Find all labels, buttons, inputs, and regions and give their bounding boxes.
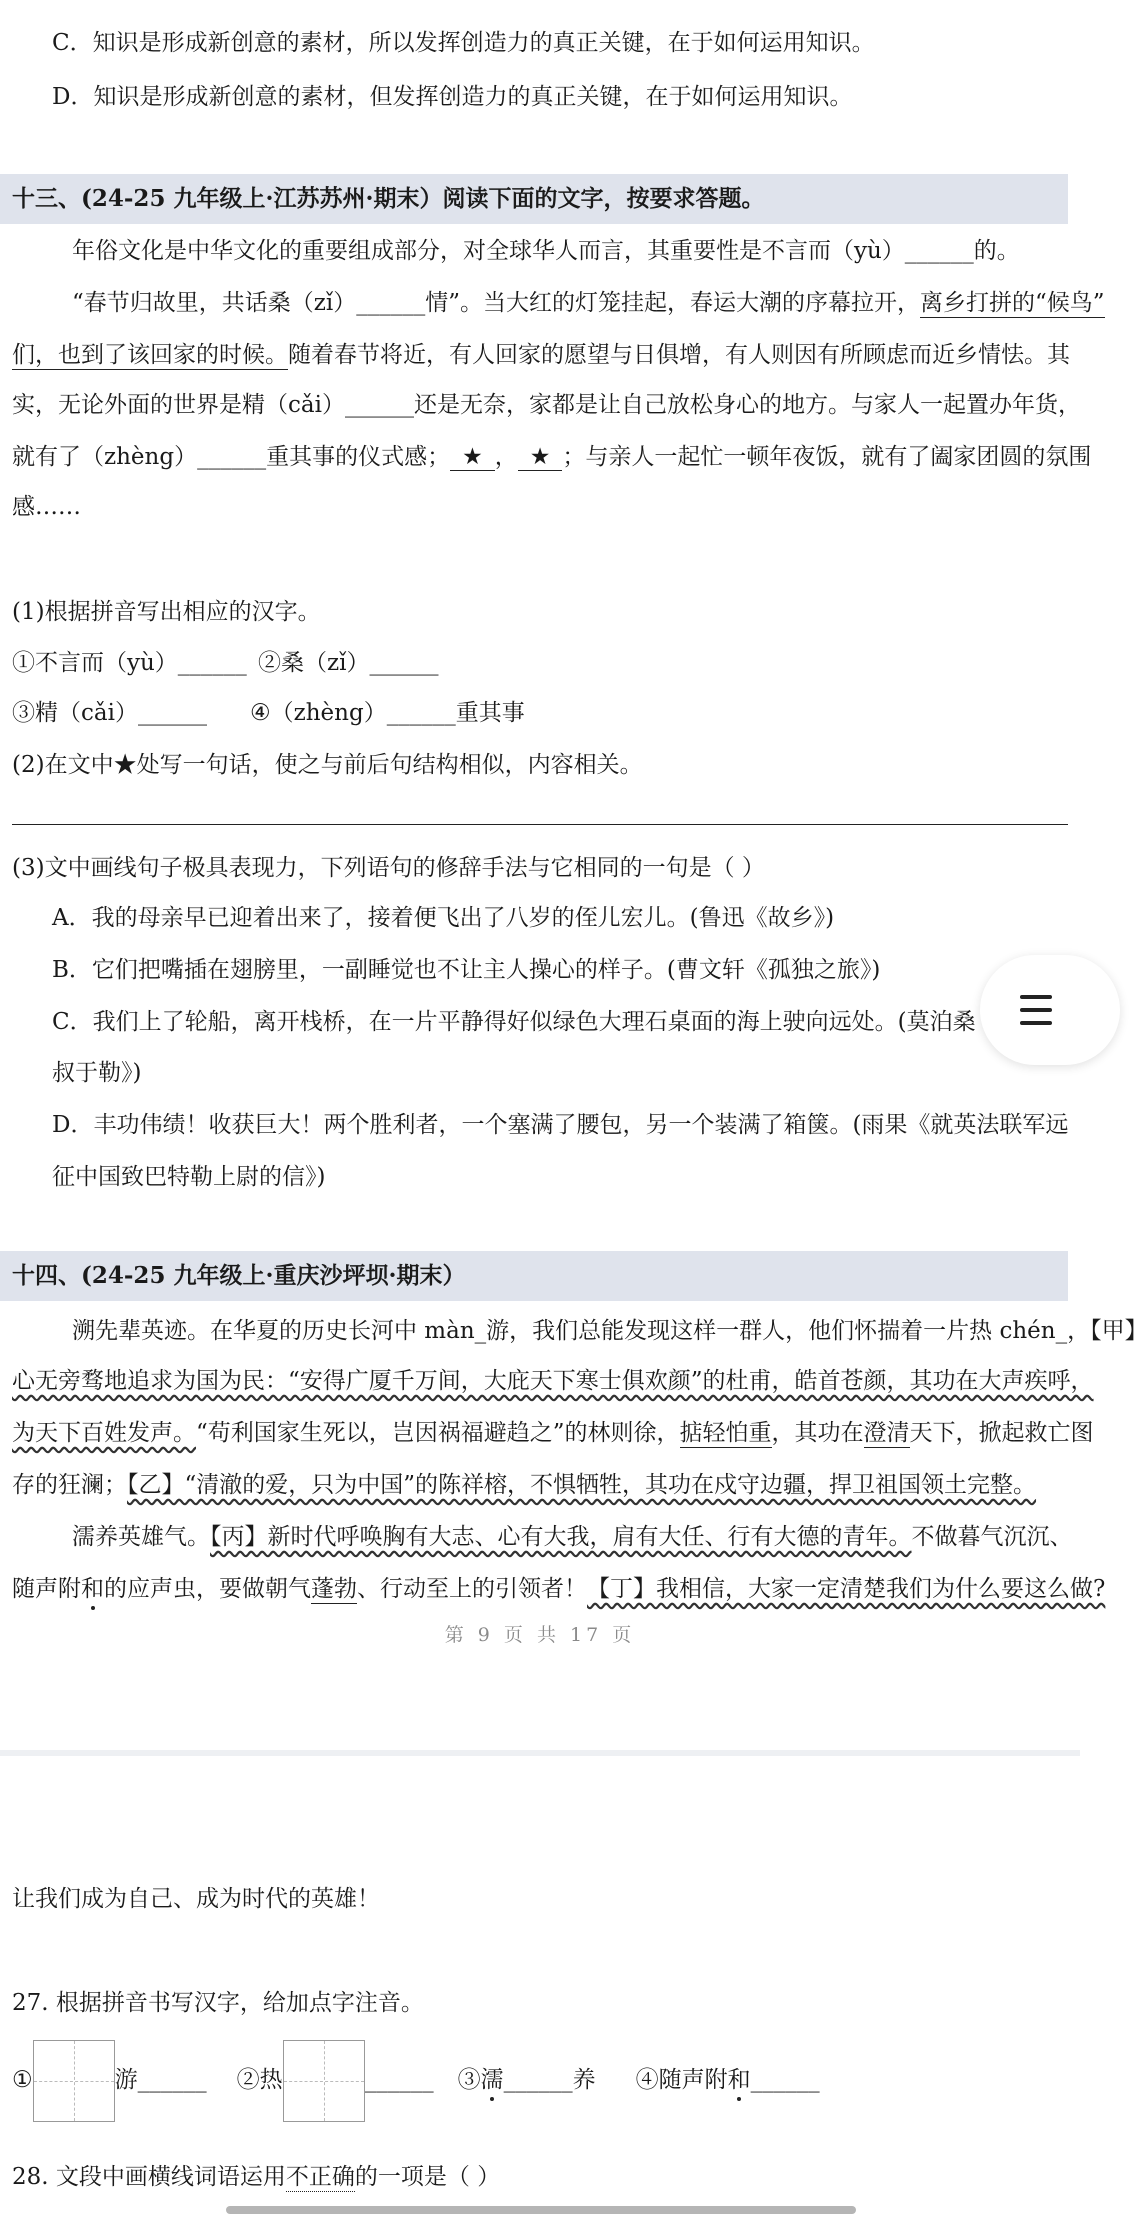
question-27: 27. 根据拼音书写汉字，给加点字注音。 — [12, 1990, 424, 2016]
q27-text: ③ — [457, 2067, 481, 2093]
s14-text: 不做暮气沉沉、 — [911, 1524, 1073, 1550]
s13-paragraph-2-line-5: 感…… — [12, 494, 81, 520]
home-indicator[interactable] — [226, 2206, 856, 2214]
s14-line-2 — [12, 1364, 1094, 1398]
q1-item-d: ④（zhèng）______重其事 — [250, 700, 525, 726]
wavy-sentence: 为天下百姓发声。 — [12, 1420, 196, 1446]
q27-text: ______ — [364, 2067, 434, 2093]
dotted-char: 和 — [727, 2067, 751, 2093]
wavy-sentence: 【丙】新时代呼唤胸有大志、心有大我，肩有大任、行有大德的青年。 — [210, 1524, 912, 1550]
q27-text: ②热 — [236, 2067, 283, 2093]
s13-paragraph-2-line-3: 实，无论外面的世界是精（cǎi）______还是无奈，家都是让自己放松身心的地方。与家人一起置办年货， — [12, 392, 1081, 418]
underlined-sentence: 们，也到了该回家的时候。 — [12, 342, 288, 368]
s14-text: 天下，掀起救亡图 — [909, 1420, 1094, 1446]
q1-item-a: ①不言而（yù）______ — [12, 650, 247, 676]
s14-line-5 — [72, 1520, 1073, 1554]
star-icon: ★ — [113, 752, 137, 778]
page-footer: 第 9 页 共 17 页 — [444, 1624, 636, 1646]
q3-option-b: B．它们把嘴插在翅膀里，一副睡觉也不让主人操心的样子。(曹文轩《孤独之旅》) — [52, 957, 881, 983]
q27-text: ④随声附 — [635, 2067, 728, 2093]
s13-paragraph-2-line-4 — [12, 440, 1091, 474]
star-blank-2: ★ — [518, 444, 563, 471]
s14-text: “苟利国家生死以，岂因祸福避趋之”的林则徐， — [196, 1420, 680, 1446]
s14-line-3 — [12, 1416, 1094, 1450]
page-divider — [0, 1750, 1080, 1756]
q27-text: 游______ — [114, 2067, 207, 2093]
s14-text: ，其功在 — [771, 1420, 864, 1446]
s13-text: 就有了（zhèng）______重其事的仪式感； — [12, 444, 451, 470]
s13-question-3: (3)文中画线句子极具表现力，下列语句的修辞手法与它相同的一句是（ ） — [12, 855, 765, 881]
tianzige-box[interactable] — [33, 2040, 115, 2122]
s14-line-6 — [12, 1572, 1105, 1606]
s13-paragraph-1: 年俗文化是中华文化的重要组成部分，对全球华人而言，其重要性是不言而（yù）______的。 — [72, 238, 1020, 264]
s13-question-2 — [12, 748, 643, 782]
q12-option-d: D．知识是形成新创意的素材，但发挥创造力的真正关键，在于如何运用知识。 — [52, 84, 853, 110]
emphasis-text: 不正确 — [285, 2164, 355, 2190]
q3-option-c-line-1: C．我们上了轮船，离开栈桥，在一片平静得好似绿色大理石桌面的海上驶向远处。(莫泊桑 — [52, 1009, 976, 1035]
s13-text: 处写一句话，使之与前后句结构相似，内容相关。 — [136, 752, 643, 778]
dotted-char: 濡 — [480, 2067, 504, 2093]
dotted-char: 和 — [81, 1576, 104, 1602]
s14-text: 存的狂澜； — [12, 1472, 127, 1498]
s13-text: 随着春节将近，有人回家的愿望与日俱增，有人则因有所顾虑而近乡情怯。其 — [288, 342, 1070, 368]
s14-text: 、行动至上的引领者！ — [357, 1576, 587, 1602]
s13-text: ， — [494, 444, 518, 470]
underlined-word: 蓬勃 — [311, 1576, 357, 1602]
wavy-sentence: 心无旁骛地追求为国为民：“安得广厦千万间，大庇天下寒士俱欢颜”的杜甫，皓首苍颜，其功在大声疾呼， — [12, 1368, 1094, 1394]
s14-line-7: 让我们成为自己、成为时代的英雄！ — [12, 1886, 380, 1912]
section-14-header: 十四、(24-25 九年级上·重庆沙坪坝·期末） — [0, 1251, 1068, 1301]
s14-line-4 — [12, 1468, 1036, 1502]
menu-icon-bar — [1020, 1021, 1052, 1025]
s13-text: ；与亲人一起忙一顿年夜饭，就有了阖家团圆的氛围 — [562, 444, 1092, 470]
section-13-header: 十三、(24-25 九年级上·江苏苏州·期末）阅读下面的文字，按要求答题。 — [0, 174, 1068, 224]
star-blank-1: ★ — [450, 444, 495, 471]
menu-button[interactable] — [980, 955, 1120, 1065]
wavy-sentence: 【乙】“清澈的爱，只为中国”的陈祥榕，不惧牺牲，其功在戍守边疆，捍卫祖国领土完整。 — [127, 1472, 1037, 1498]
s14-text: 濡养英雄气。 — [72, 1524, 210, 1550]
q3-option-d-line-1: D．丰功伟绩！收获巨大！两个胜利者，一个塞满了腰包，另一个装满了箱箧。(雨果《就英法联军远 — [52, 1112, 1069, 1138]
menu-icon — [1020, 995, 1052, 999]
q28-text: 的一项是（ ） — [354, 2164, 501, 2190]
s14-text: 的应声虫，要做朝气 — [104, 1576, 311, 1602]
q12-option-c: C．知识是形成新创意的素材，所以发挥创造力的真正关键，在于如何运用知识。 — [52, 30, 875, 56]
q3-option-a: A．我的母亲早已迎着出来了，接着便飞出了八岁的侄儿宏儿。(鲁迅《故乡》) — [52, 905, 835, 931]
q3-option-d-line-2: 征中国致巴特勒上尉的信》) — [52, 1164, 326, 1190]
s14-text: 随声附 — [12, 1576, 81, 1602]
s13-question-1: (1)根据拼音写出相应的汉字。 — [12, 599, 321, 625]
q28-text: 28. 文段中画横线词语运用 — [12, 2164, 286, 2190]
underlined-word: 掂轻怕重 — [679, 1420, 772, 1446]
q3-option-c-line-2: 叔于勒》) — [52, 1060, 142, 1086]
question-28 — [12, 2160, 500, 2194]
underlined-sentence: 离乡打拼的“候鸟” — [920, 290, 1105, 316]
underlined-word: 澄清 — [863, 1420, 910, 1446]
s14-line-1: 溯先辈英迹。在华夏的历史长河中 màn_游，我们总能发现这样一群人，他们怀揣着一片热 chén_，【甲】 — [72, 1318, 1148, 1344]
q1-item-b: ②桑（zǐ）______ — [258, 650, 439, 676]
tianzige-box[interactable] — [283, 2040, 365, 2122]
wavy-sentence: 【丁】我相信，大家一定清楚我们为什么要这么做? — [587, 1576, 1106, 1602]
s13-text: “春节归故里，共话桑（zǐ）______情”。当大红的灯笼挂起，春运大潮的序幕拉开， — [72, 290, 920, 316]
s13-paragraph-2-line-2 — [12, 338, 1070, 372]
q27-text: ① — [12, 2067, 33, 2093]
s13-paragraph-2-line-1 — [72, 286, 1105, 320]
q1-item-c: ③精（cǎi）______ — [12, 700, 207, 726]
menu-icon-bar — [1020, 1008, 1052, 1012]
answer-line — [12, 824, 1068, 825]
q27-text: ______ — [750, 2067, 820, 2093]
q27-text: ______养 — [503, 2067, 596, 2093]
question-27-items — [12, 2040, 820, 2122]
s13-text: (2)在文中 — [12, 752, 114, 778]
